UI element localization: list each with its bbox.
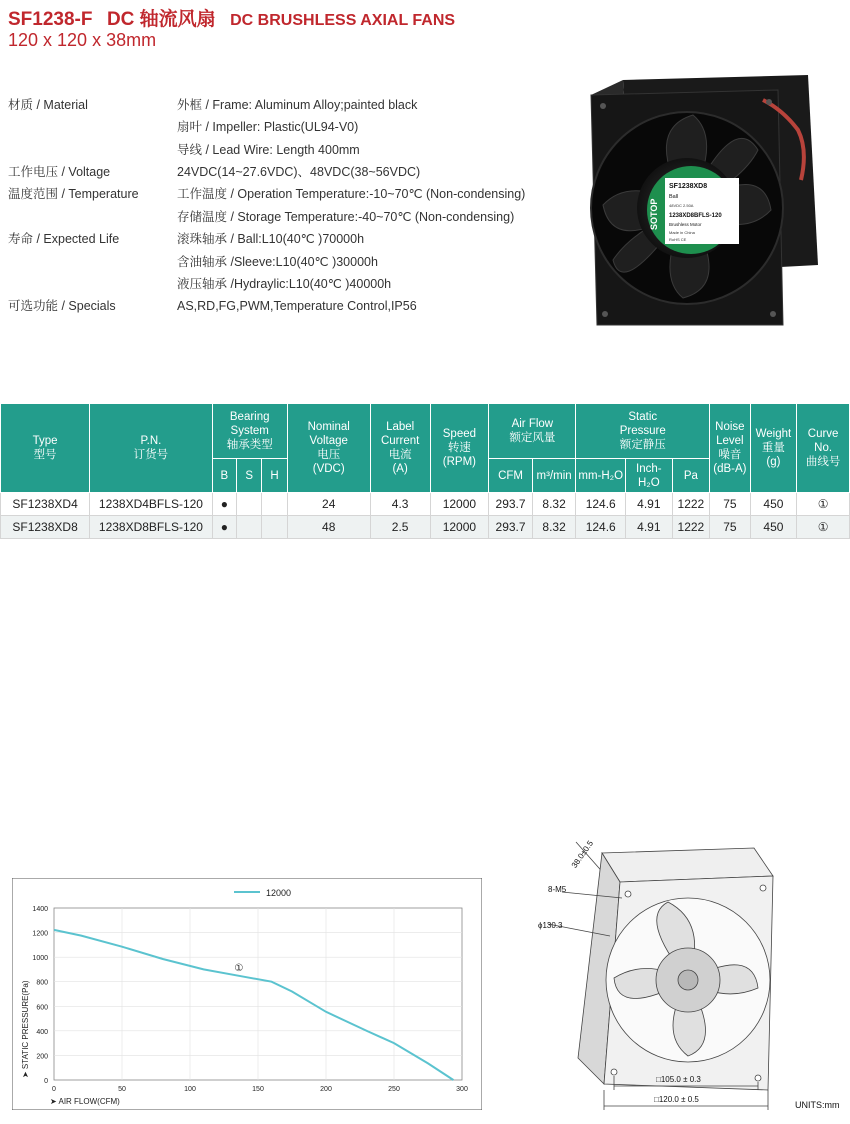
header-s: S [237, 459, 262, 493]
cell-h [262, 516, 287, 539]
photo-label-rohs: RoHS CE [669, 237, 687, 242]
y-tick-label: 600 [36, 1004, 48, 1012]
header-text: (dB-A) [713, 463, 747, 475]
header-voltage [287, 404, 370, 493]
header-mmh2o: mm-H₂O [576, 459, 626, 493]
cell-cfm: 293.7 [489, 516, 533, 539]
title-cn: DC 轴流风扇 [106, 9, 216, 30]
cell-current: 4.3 [370, 493, 430, 516]
header-inch [626, 459, 673, 493]
cell-cfm: 293.7 [489, 493, 533, 516]
spec-value: AS,RD,FG,PWM,Temperature Control,IP56 [177, 299, 417, 313]
x-axis-label-text: AIR FLOW(CFM) [58, 1097, 120, 1106]
spec-label: 寿命 / Expected Life [8, 232, 120, 246]
page-title [8, 4, 455, 31]
cell-m3min: 8.32 [532, 516, 576, 539]
header-text: 订货号 [133, 449, 169, 461]
header-text: 转速 [447, 442, 471, 454]
spec-value: 存储温度 / Storage Temperature:-40~70℃ (Non-condensing) [177, 210, 515, 224]
header-text: Bearing [229, 411, 270, 423]
header-text: 重量 [761, 442, 785, 454]
header-speed [430, 404, 489, 493]
header-text: Weight [755, 428, 792, 440]
header-text: 噪音 [718, 449, 742, 461]
holes-dimension: 8-M5 [548, 885, 567, 894]
units-label: UNITS:mm [795, 1100, 840, 1110]
cell-voltage: 48 [287, 516, 370, 539]
header-text: Noise [715, 421, 745, 433]
header-text: 轴承类型 [226, 439, 273, 451]
photo-label-model: SF1238XD8 [669, 183, 708, 190]
y-tick-label: 1200 [32, 930, 48, 938]
title-model: SF1238-F [8, 9, 93, 30]
legend-label: 12000 [266, 888, 292, 898]
header-bearing [212, 404, 287, 459]
header-text: (g) [766, 456, 781, 468]
x-tick-label: 0 [52, 1086, 56, 1093]
photo-label-pn: 1238XD8BFLS-120 [669, 213, 722, 219]
header-noise [710, 404, 751, 493]
spec-table [0, 403, 850, 539]
cell-voltage: 24 [287, 493, 370, 516]
diameter-dimension: ϕ130.3 [538, 921, 563, 930]
spec-value: 外框 / Frame: Aluminum Alloy;painted black [177, 98, 418, 112]
cell-type: SF1238XD8 [1, 516, 90, 539]
y-tick-label: 400 [36, 1028, 48, 1036]
y-tick-label: 1400 [32, 906, 48, 913]
cell-curve: ① [797, 516, 850, 539]
header-text: Inch- [636, 462, 662, 475]
spec-value: 液压轴承 /Hydraylic:L10(40℃ )40000h [177, 277, 392, 291]
x-tick-label: 50 [118, 1086, 126, 1093]
curve-number-label: ① [234, 962, 244, 974]
y-tick-label: 1000 [32, 955, 48, 963]
y-tick-label: 800 [36, 979, 48, 987]
header-text: 型号 [33, 449, 57, 461]
cell-mmh2o: 124.6 [576, 516, 626, 539]
header-text: 电压 [317, 449, 341, 461]
header-text: No. [814, 442, 833, 454]
x-axis-label: ➤ AIR FLOW(CFM) [50, 1097, 120, 1106]
header-text: H₂O [637, 476, 660, 489]
header-text: Pressure [619, 425, 666, 437]
header-text: 电流 [388, 449, 412, 461]
cell-b: ● [212, 493, 236, 516]
cell-speed: 12000 [430, 516, 489, 539]
spec-value: 工作温度 / Operation Temperature:-10~70℃ (Non-condensing) [177, 187, 526, 201]
cell-weight: 450 [750, 493, 797, 516]
header-text: System [230, 425, 269, 437]
header-pressure [576, 404, 710, 459]
header-text: Current [380, 435, 420, 447]
cell-weight: 450 [750, 516, 797, 539]
y-axis-label: ➤ STATIC PRESSURE(Pa) [21, 980, 30, 1078]
title-en: DC BRUSHLESS AXIAL FANS [230, 12, 456, 29]
y-tick-label: 0 [44, 1078, 48, 1085]
header-current [370, 404, 430, 493]
spec-value: 滚珠轴承 / Ball:L10(40℃ )70000h [177, 232, 365, 246]
x-tick-label: 200 [320, 1086, 332, 1093]
header-text: P.N. [140, 435, 162, 447]
photo-label-origin: Made in China [669, 230, 695, 235]
cell-s [237, 516, 262, 539]
spec-label: 可选功能 / Specials [8, 299, 116, 313]
dimension-drawing [518, 828, 850, 1124]
header-text: Level [716, 435, 744, 447]
header-text: Speed [442, 428, 477, 440]
header-pn [90, 404, 213, 493]
cell-noise: 75 [710, 493, 751, 516]
spec-label: 工作电压 / Voltage [8, 165, 111, 179]
cell-b: ● [212, 516, 236, 539]
spec-label: 材质 / Material [8, 98, 88, 112]
header-h: H [262, 459, 287, 493]
spec-label: 温度范围 / Temperature [8, 187, 139, 201]
y-tick-label: 200 [36, 1053, 48, 1061]
cell-h [262, 493, 287, 516]
photo-label-brand: SOTOP [649, 198, 659, 230]
header-b: B [212, 459, 236, 493]
spec-value: 导线 / Lead Wire: Length 400mm [177, 143, 360, 157]
cell-inch: 4.91 [626, 516, 673, 539]
header-text: 曲线号 [805, 456, 841, 468]
header-text: Curve [807, 428, 839, 440]
header-text: Static [628, 411, 658, 423]
header-airflow [489, 404, 576, 459]
cell-m3min: 8.32 [532, 493, 576, 516]
spec-value: 24VDC(14~27.6VDC)、48VDC(38~56VDC) [177, 165, 421, 179]
spec-value: 含油轴承 /Sleeve:L10(40℃ )30000h [177, 255, 378, 269]
header-text: 额定静压 [619, 439, 666, 451]
size-dimension: □120.0 ± 0.5 [654, 1095, 699, 1104]
header-text: (A) [392, 463, 408, 475]
cell-pn: 1238XD4BFLS-120 [90, 493, 213, 516]
table-row [1, 516, 850, 539]
header-pa: Pa [672, 459, 709, 493]
cell-inch: 4.91 [626, 493, 673, 516]
header-text: Nominal [307, 421, 350, 433]
photo-label-motor: Brushless Motor [669, 222, 702, 227]
header-text: (RPM) [442, 456, 476, 468]
header-text: 额定风量 [509, 432, 556, 444]
header-text: (VDC) [312, 463, 345, 475]
y-axis-label-text: STATIC PRESSURE(Pa) [21, 980, 30, 1070]
cell-pa: 1222 [672, 493, 709, 516]
x-tick-label: 300 [456, 1086, 468, 1093]
photo-label-rating: 48VDC 2.50A [669, 203, 694, 208]
header-m3min: m³/min [532, 459, 576, 493]
x-tick-label: 150 [252, 1086, 264, 1093]
header-weight [750, 404, 797, 493]
pq-chart [12, 878, 482, 1110]
dimensions: 120 x 120 x 38mm [8, 30, 157, 50]
table-row [1, 493, 850, 516]
fan-photo [583, 70, 823, 330]
cell-mmh2o: 124.6 [576, 493, 626, 516]
chart-border [12, 878, 482, 1110]
cell-pn: 1238XD8BFLS-120 [90, 516, 213, 539]
depth-dimension: 38.0±0.5 [569, 839, 596, 870]
header-text: Air Flow [511, 418, 554, 430]
header-type [1, 404, 90, 493]
cell-noise: 75 [710, 516, 751, 539]
cell-type: SF1238XD4 [1, 493, 90, 516]
header-cfm: CFM [489, 459, 533, 493]
cell-s [237, 493, 262, 516]
photo-label-ball: Ball [669, 194, 679, 200]
hole-spacing-dimension: □105.0 ± 0.3 [656, 1075, 701, 1084]
x-tick-label: 100 [184, 1086, 196, 1093]
x-tick-label: 250 [388, 1086, 400, 1093]
cell-pa: 1222 [672, 516, 709, 539]
cell-curve: ① [797, 493, 850, 516]
header-text: Type [32, 435, 58, 447]
cell-speed: 12000 [430, 493, 489, 516]
cell-current: 2.5 [370, 516, 430, 539]
header-text: Voltage [309, 435, 348, 447]
header-curve [797, 404, 850, 493]
spec-value: 扇叶 / Impeller: Plastic(UL94-V0) [177, 120, 359, 134]
header-text: Label [386, 421, 415, 433]
